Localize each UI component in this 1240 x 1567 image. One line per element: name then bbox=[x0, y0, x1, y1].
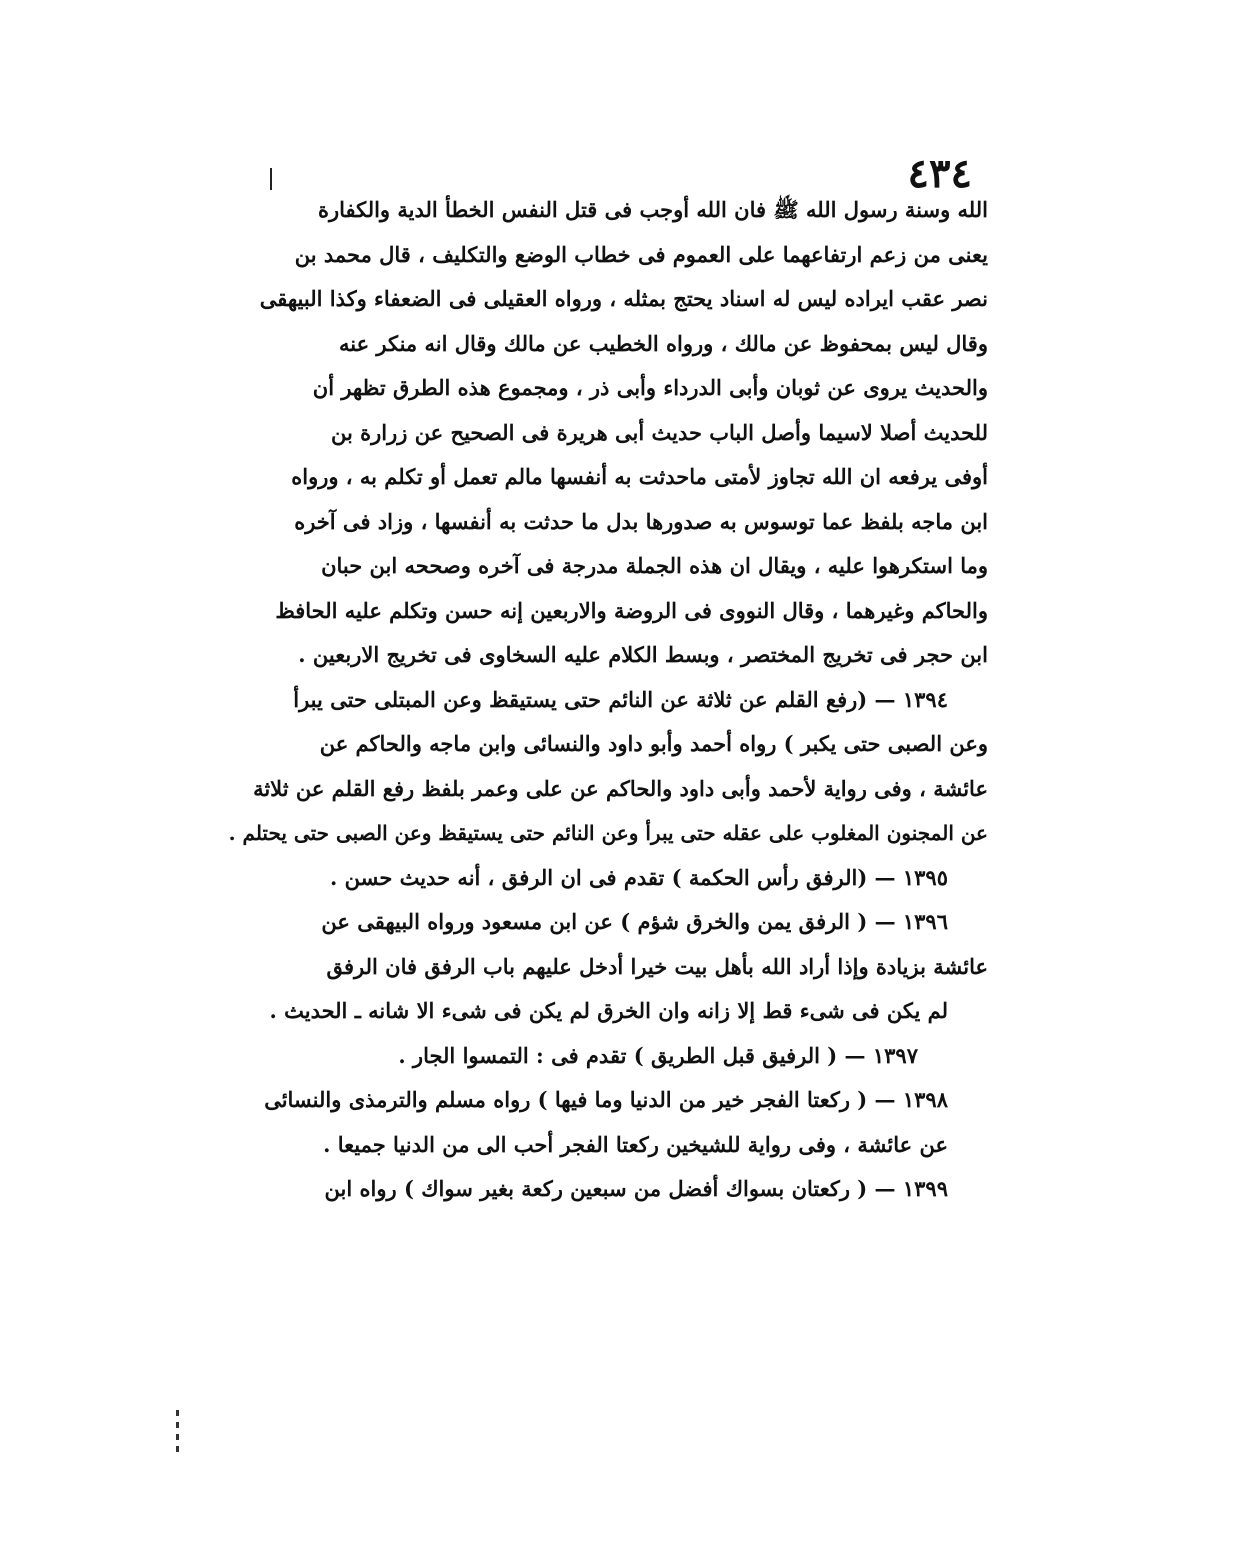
text-line: عن المجنون المغلوب على عقله حتى يبرأ وعن النائم حتى يستيقظ وعن الصبى حتى يحتلم . bbox=[228, 821, 988, 845]
hadith-entry-1396: ١٣٩٦ — ( الرفق يمن والخرق شؤم ) عن ابن مسعود ورواه البيهقى عن bbox=[321, 909, 948, 934]
text-line: وما استكرهوا عليه ، ويقال ان هذه الجملة مدرجة فى آخره وصححه ابن حبان bbox=[321, 553, 988, 578]
text-line: عائشة بزيادة وإذا أراد الله بأهل بيت خيرا أدخل عليهم باب الرفق فان الرفق bbox=[326, 953, 988, 979]
text-line: ابن ماجه بلفظ عما توسوس به صدورها بدل ما حدثت به أنفسها ، وزاد فى آخره bbox=[294, 508, 988, 534]
text-line: وقال ليس بمحفوظ عن مالك ، ورواه الخطيب عن مالك وقال انه منكر عنه bbox=[338, 330, 988, 356]
hadith-entry-1395: ١٣٩٥ — (الرفق رأس الحكمة ) تقدم فى ان الرفق ، أنه حديث حسن . bbox=[330, 864, 948, 890]
text-line: الله وسنة رسول الله ﷺ فان الله أوجب فى قتل النفس الخطأ الدية والكفارة bbox=[317, 197, 988, 222]
hadith-entry-1398: ١٣٩٨ — ( ركعتا الفجر خير من الدنيا وما فيها ) رواه مسلم والترمذى والنسائى bbox=[264, 1087, 948, 1112]
text-line: لم يكن فى شىء قط إلا زانه وان الخرق لم يكن فى شىء الا شانه ـ الحديث . bbox=[269, 998, 948, 1023]
hadith-entry-1394: ١٣٩٤ — (رفع القلم عن ثلاثة عن النائم حتى يستيقظ وعن المبتلى حتى يبرأ bbox=[293, 686, 948, 712]
margin-dash bbox=[176, 1446, 179, 1452]
text-line: أوفى يرفعه ان الله تجاوز لأمتى ماحدثت به أنفسها مالم تعمل أو تكلم به ، ورواه bbox=[291, 464, 988, 489]
text-line: والحديث يروى عن ثوبان وأبى الدرداء وأبى ذر ، ومجموع هذه الطرق تظهر أن bbox=[312, 375, 988, 400]
text-line: يعنى من زعم ارتفاعهما على العموم فى خطاب الوضع والتكليف ، قال محمد بن bbox=[294, 241, 988, 267]
text-line: عن عائشة ، وفى رواية للشيخين ركعتا الفجر أحب الى من الدنيا جميعا . bbox=[323, 1131, 948, 1157]
margin-dash bbox=[176, 1434, 179, 1440]
page-number: ٤٣٤ bbox=[907, 150, 972, 197]
text-line: نصر عقب ايراده ليس له اسناد يحتج بمثله ، ورواه العقيلى فى الضعفاء وكذا البيهقى bbox=[259, 286, 988, 311]
text-line: وعن الصبى حتى يكبر ) رواه أحمد وأبو داود والنسائى وابن ماجه والحاكم عن bbox=[319, 731, 988, 756]
body-text bbox=[228, 188, 988, 1212]
text-line: والحاكم وغيرهما ، وقال النووى فى الروضة والاربعين إنه حسن وتكلم عليه الحافظ bbox=[275, 597, 988, 623]
margin-marks bbox=[176, 1410, 182, 1458]
text-line: عائشة ، وفى رواية لأحمد وأبى داود والحاكم عن على وعمر بلفظ رفع القلم عن ثلاثة bbox=[253, 775, 988, 801]
text-line: ابن حجر فى تخريج المختصر ، وبسط الكلام عليه السخاوى فى تخريج الاربعين . bbox=[298, 642, 988, 667]
hadith-entry-1397: ١٣٩٧ — ( الرفيق قبل الطريق ) تقدم فى : التمسوا الجار . bbox=[398, 1042, 918, 1068]
margin-dash bbox=[176, 1410, 179, 1416]
margin-dash bbox=[176, 1422, 179, 1428]
margin-tick bbox=[270, 168, 272, 190]
hadith-entry-1399: ١٣٩٩ — ( ركعتان بسواك أفضل من سبعين ركعة بغير سواك ) رواه ابن bbox=[324, 1176, 948, 1201]
text-line: للحديث أصلا لاسيما وأصل الباب حديث أبى هريرة فى الصحيح عن زرارة بن bbox=[330, 419, 988, 445]
